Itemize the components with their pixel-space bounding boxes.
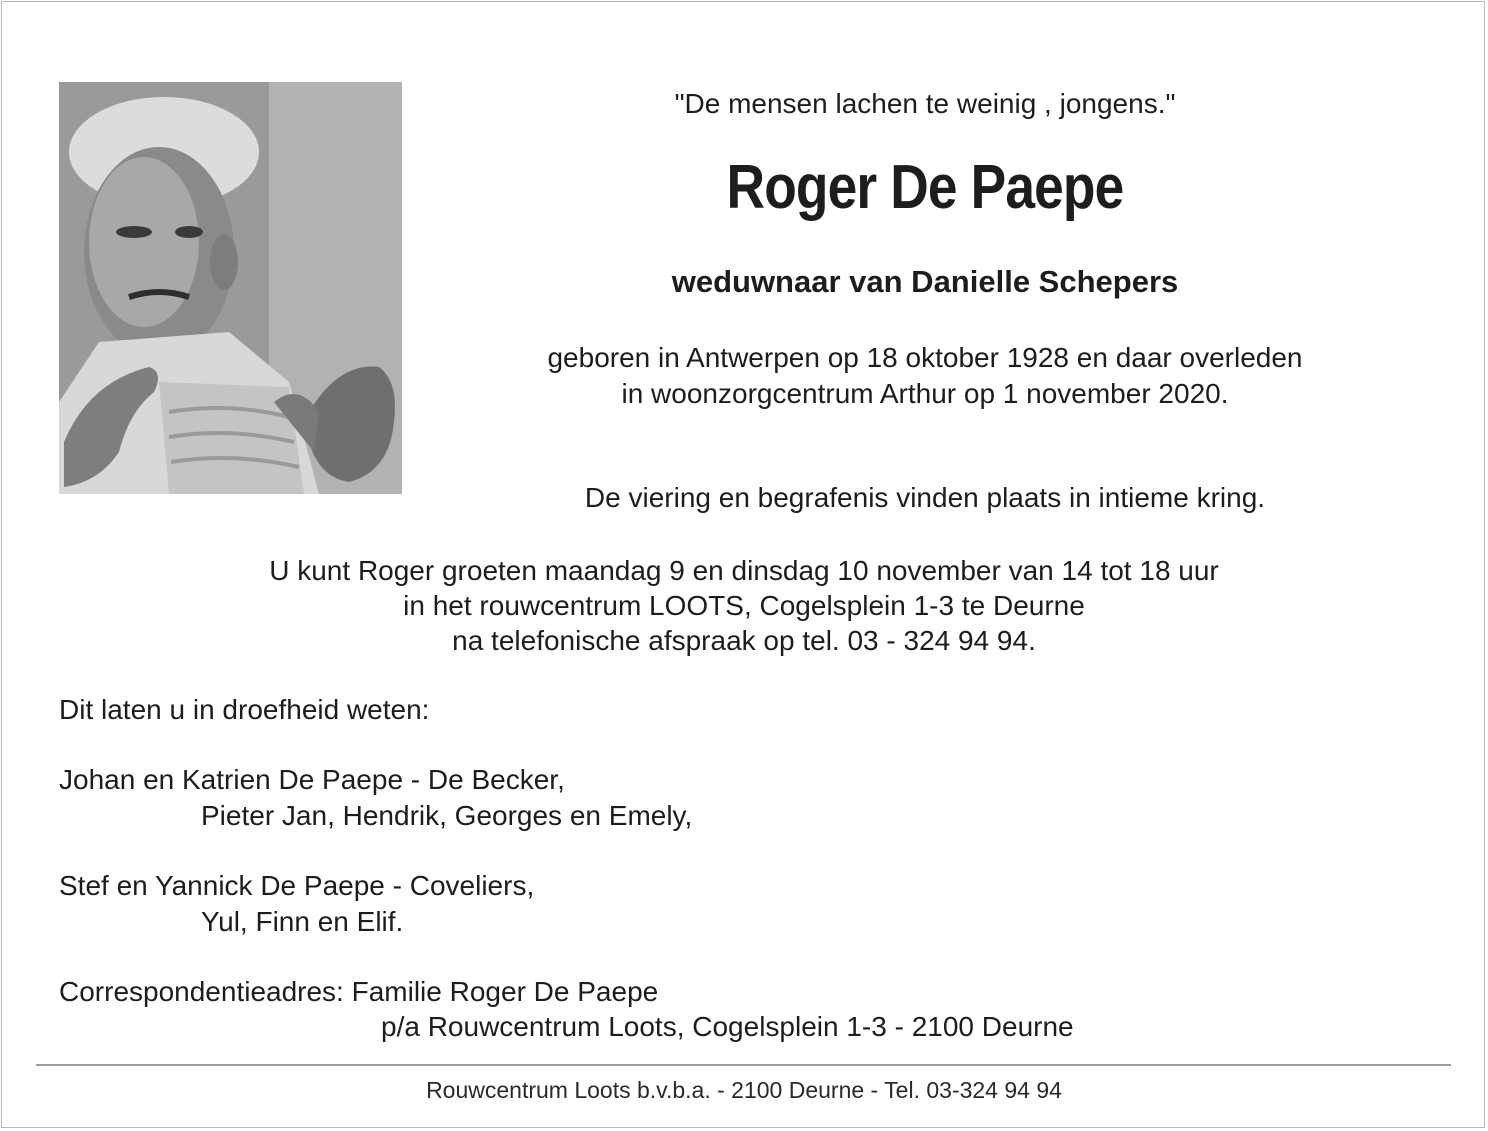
deceased-name: Roger De Paepe — [726, 153, 1124, 222]
footer-text: Rouwcentrum Loots b.v.b.a. - 2100 Deurne - Tel. 03-324 94 94 — [426, 1077, 1062, 1103]
visitation-line-3: na telefonische afspraak op tel. 03 - 324 94 94. — [452, 625, 1036, 656]
birth-death-line-2: in woonzorgcentrum Arthur op 1 november 2020. — [621, 378, 1229, 409]
widow-line: weduwnaar van Danielle Schepers — [671, 264, 1179, 299]
ceremony-info: De viering en begrafenis vinden plaats in intieme kring. — [584, 482, 1266, 513]
correspondence-address: p/a Rouwcentrum Loots, Cogelsplein 1-3 - 2100 Deurne — [381, 1011, 1074, 1042]
family-children: Yul, Finn en Elif. — [201, 906, 404, 937]
footer-divider — [36, 1064, 1451, 1066]
portrait-photo — [59, 82, 402, 494]
visitation-line-1: U kunt Roger groeten maandag 9 en dinsdag 10 november van 14 tot 18 uur — [269, 555, 1219, 586]
quote: "De mensen lachen te weinig , jongens." — [674, 88, 1176, 119]
family-parents: Johan en Katrien De Paepe - De Becker, — [59, 764, 565, 795]
visitation-info — [144, 553, 1344, 658]
correspondence-label: Correspondentieadres: Familie Roger De Paepe — [59, 976, 659, 1007]
visitation-line-2: in het rouwcentrum LOOTS, Cogelsplein 1-3 te Deurne — [403, 590, 1085, 621]
announcement: Dit laten u in droefheid weten: — [59, 694, 430, 725]
family-children: Pieter Jan, Hendrik, Georges en Emely, — [201, 800, 693, 831]
birth-death-line-1: geboren in Antwerpen op 18 oktober 1928 en daar overleden — [547, 342, 1303, 373]
birth-death-info — [500, 340, 1350, 412]
family-parents: Stef en Yannick De Paepe - Coveliers, — [59, 870, 535, 901]
